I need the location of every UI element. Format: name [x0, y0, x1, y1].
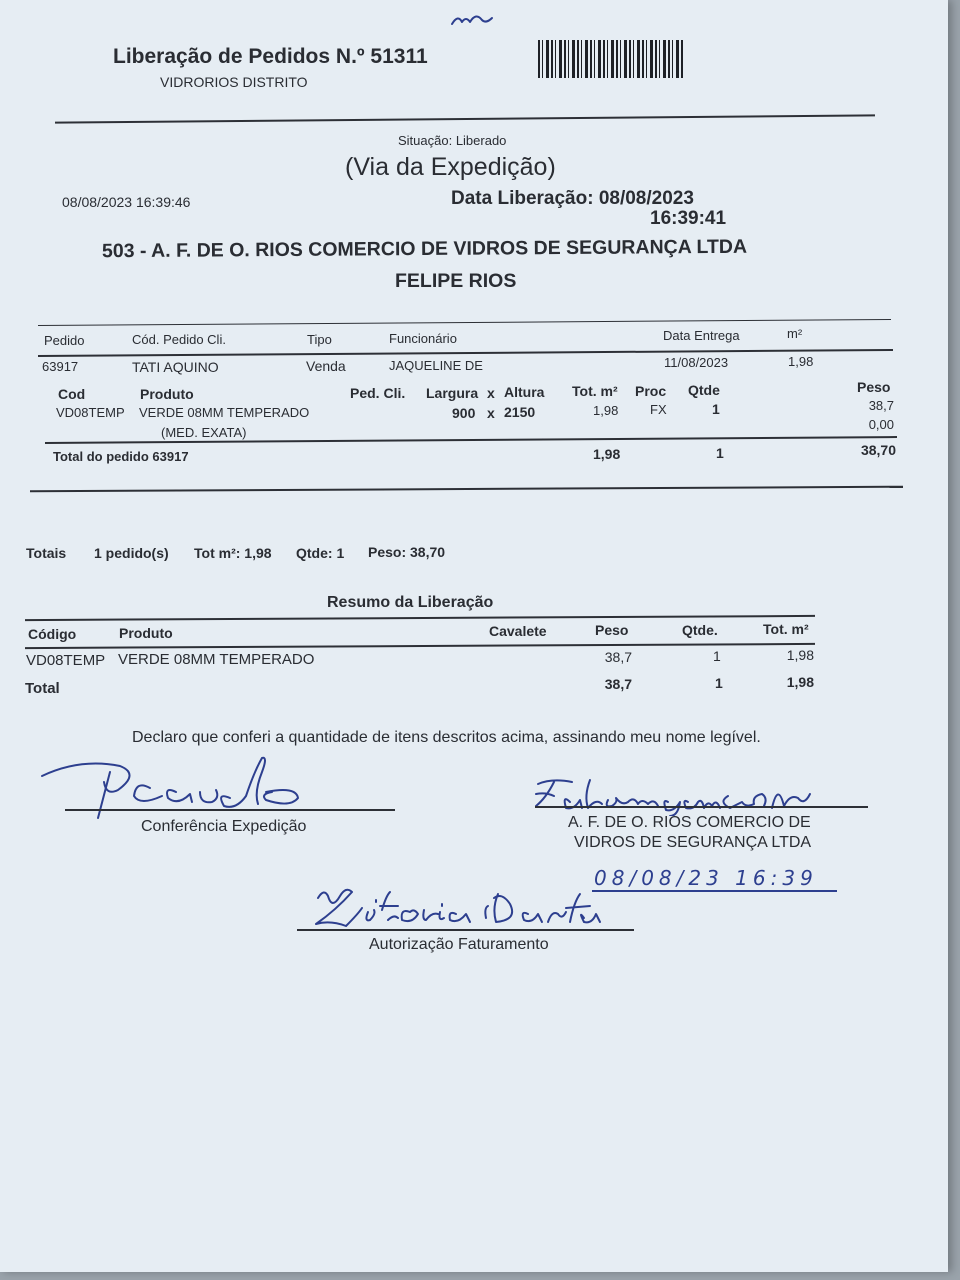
- totals-weight: Peso: 38,70: [368, 544, 446, 560]
- summary-header-cavalete: Cavalete: [489, 623, 547, 639]
- summary-top-line: [25, 615, 815, 621]
- signature-line-company: [535, 806, 868, 808]
- item-header-cod: Cod: [58, 386, 86, 402]
- summary-header-codigo: Código: [28, 626, 77, 642]
- summary-total-qtde: 1: [715, 675, 723, 691]
- handwritten-date: 08/08/23 16:39: [594, 866, 818, 890]
- order-total-m2: 1,98: [593, 446, 621, 462]
- totals-m2: Tot m²: 1,98: [194, 545, 272, 561]
- company-name: VIDRORIOS DISTRITO: [160, 74, 308, 90]
- header-funcionario: Funcionário: [389, 331, 457, 346]
- summary-header-peso: Peso: [595, 622, 629, 638]
- item-header-altura: Altura: [504, 384, 545, 400]
- header-pedido: Pedido: [44, 333, 85, 348]
- order-total-label: Total do pedido 63917: [53, 449, 189, 464]
- order-bottom-line: [30, 486, 903, 493]
- summary-row-peso: 38,7: [604, 649, 632, 665]
- item-header-x: x: [487, 385, 495, 401]
- item-header-proc: Proc: [635, 383, 667, 399]
- summary-header-line: [25, 643, 815, 649]
- item-header-produto: Produto: [140, 386, 194, 402]
- item-x: x: [487, 405, 495, 421]
- barcode: [538, 40, 684, 78]
- item-weight-extra: 0,00: [868, 417, 894, 432]
- order-delivery-date: 11/08/2023: [664, 355, 729, 370]
- order-number: 63917: [42, 359, 79, 374]
- item-header-largura: Largura: [426, 385, 479, 401]
- order-header-line: [38, 349, 893, 357]
- item-header-tot-m2: Tot. m²: [572, 383, 618, 399]
- summary-row-produto: VERDE 08MM TEMPERADO: [118, 651, 315, 668]
- order-client-code: TATI AQUINO: [132, 359, 219, 375]
- signature-conferencia: [40, 752, 310, 822]
- item-weight: 38,7: [868, 398, 894, 413]
- item-header-peso: Peso: [857, 379, 891, 395]
- header-divider: [55, 114, 875, 123]
- conferencia-label: Conferência Expedição: [141, 818, 307, 835]
- summary-row-qtde: 1: [713, 648, 721, 664]
- header-cod-pedido-cli: Cód. Pedido Cli.: [132, 332, 226, 347]
- contact-name: FELIPE RIOS: [395, 270, 517, 292]
- autorizacao-label: Autorização Faturamento: [369, 936, 549, 953]
- summary-total-tot-m2: 1,98: [786, 674, 814, 690]
- order-employee: JAQUELINE DE: [389, 358, 483, 373]
- header-data-entrega: Data Entrega: [663, 328, 740, 343]
- status-label: Situação: Liberado: [398, 133, 507, 148]
- declaration-text: Declaro que conferi a quantidade de itens descritos acima, assinando meu nome legível.: [132, 729, 761, 746]
- order-m2: 1,98: [788, 354, 814, 369]
- summary-row-codigo: VD08TEMP: [26, 652, 106, 669]
- item-proc: FX: [650, 402, 667, 417]
- release-time: 16:39:41: [650, 208, 727, 229]
- signature-line-autorizacao: [297, 929, 634, 931]
- item-height: 2150: [504, 404, 536, 420]
- release-date: Data Liberação: 08/08/2023: [451, 188, 694, 209]
- order-type: Venda: [306, 358, 346, 374]
- printed-timestamp: 08/08/2023 16:39:46: [62, 194, 191, 210]
- summary-header-tot-m2: Tot. m²: [763, 621, 809, 637]
- order-total-qtde: 1: [716, 445, 724, 461]
- client-name: 503 - A. F. DE O. RIOS COMERCIO DE VIDROS DE SEGURANÇA LTDA: [101, 235, 748, 263]
- totals-orders: 1 pedido(s): [94, 545, 169, 561]
- handwritten-date-underline: [592, 890, 837, 892]
- header-tipo: Tipo: [307, 332, 332, 347]
- summary-total-peso: 38,7: [604, 676, 632, 692]
- summary-total-label: Total: [25, 680, 60, 697]
- order-total-weight: 38,70: [860, 442, 896, 458]
- document-title: Liberação de Pedidos N.º 51311: [113, 45, 428, 68]
- item-code: VD08TEMP: [56, 405, 125, 420]
- item-tot-m2: 1,98: [593, 403, 619, 418]
- totals-qtde: Qtde: 1: [296, 545, 345, 561]
- item-product-note: (MED. EXATA): [161, 425, 247, 440]
- signature-company: [532, 776, 822, 816]
- signature-line-conferencia: [65, 809, 395, 811]
- item-qtde: 1: [712, 401, 720, 417]
- item-header-qtde: Qtde: [688, 382, 720, 398]
- summary-title: Resumo da Liberação: [327, 594, 494, 611]
- item-width: 900: [452, 405, 476, 421]
- summary-header-produto: Produto: [119, 625, 173, 641]
- company-sign-line1: A. F. DE O. RIOS COMERCIO DE: [568, 814, 811, 831]
- order-top-line: [38, 319, 891, 326]
- initials-mark: [450, 8, 496, 28]
- item-product: VERDE 08MM TEMPERADO: [139, 405, 310, 420]
- summary-row-tot-m2: 1,98: [786, 647, 814, 663]
- header-m2: m²: [787, 326, 803, 341]
- copy-type-title: (Via da Expedição): [345, 153, 556, 181]
- company-sign-line2: VIDROS DE SEGURANÇA LTDA: [574, 834, 812, 851]
- totals-label: Totais: [26, 545, 67, 561]
- summary-header-qtde: Qtde.: [682, 622, 718, 638]
- item-header-ped-cli: Ped. Cli.: [350, 385, 406, 401]
